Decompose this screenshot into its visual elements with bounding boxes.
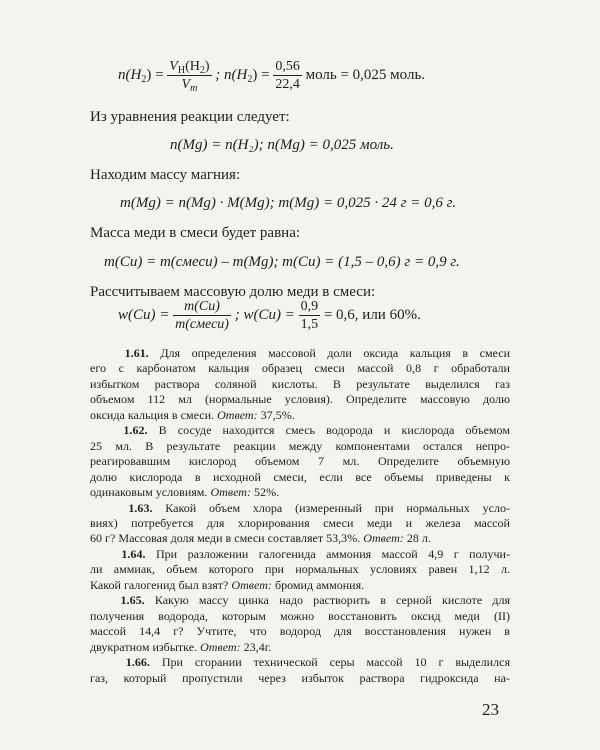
problem-1-63 xyxy=(90,501,510,547)
problem-line: ли аммиак, объем которого при нормальных условиях равен 1,12 л. xyxy=(90,562,510,577)
problem-line: получения водорода, которым можно восстановить оксид меди (II) xyxy=(90,608,510,623)
frac-num: m(Cu) xyxy=(173,298,231,316)
problem-line xyxy=(90,531,510,546)
problem-line xyxy=(90,408,510,423)
problem-line xyxy=(90,423,510,438)
fraction-numeric xyxy=(273,58,302,93)
problem-text: Какую массу цинка надо растворить в серной кислоте для xyxy=(154,593,511,608)
subscript: H xyxy=(177,65,186,76)
frac-num: 0,9 xyxy=(300,299,319,314)
subscript: 2 xyxy=(141,73,147,85)
problem-line xyxy=(90,640,510,655)
fraction-mass xyxy=(173,298,231,333)
text-line-copper-mass: Масса меди в смеси будет равна: xyxy=(90,225,301,241)
problem-line xyxy=(90,655,510,670)
frac-num: (H xyxy=(185,59,200,74)
problem-1-62 xyxy=(90,423,510,500)
fraction-volume xyxy=(167,58,211,93)
formula-mass-copper: m(Cu) = m(смеси) – m(Mg); m(Cu) = (1,5 – 0,6) г = 0,9 г. xyxy=(104,254,460,270)
problem-1-61 xyxy=(90,346,510,423)
problem-number: 1.66. xyxy=(125,655,150,670)
problem-text: При разложении галогенида аммония массой 4,9 г получи- xyxy=(155,546,510,561)
problem-line: реагировавшим кислород объемом 7 мл. Определите объемную xyxy=(90,454,510,469)
page-number: 23 xyxy=(482,700,499,719)
formula-mass-fraction-copper xyxy=(118,298,421,333)
answer-value: 23,4г. xyxy=(243,639,272,654)
problem-line: виях) потребуется для хлорирования смеси меди и железа массой xyxy=(90,515,510,530)
formula-text: ; w(Cu) = xyxy=(234,306,295,323)
text-line-calc-fraction: Рассчитываем массовую долю меди в смеси: xyxy=(90,284,376,300)
frac-den: V xyxy=(181,77,191,92)
problem-text: Для определения массовой доли оксида кальция в смеси xyxy=(160,346,511,360)
problem-1-65 xyxy=(90,593,510,655)
problem-number: 1.61. xyxy=(124,346,149,360)
problem-line: газ, который пропустили через избыток раствора гидроксида на- xyxy=(90,670,510,685)
problem-number: 1.64. xyxy=(121,546,146,561)
frac-num: ) xyxy=(204,59,210,74)
subscript: 2 xyxy=(199,65,205,76)
text-line-reaction: Из уравнения реакции следует: xyxy=(90,109,290,125)
problem-line: его с карбонатом кальция образец смеси массой 0,8 г обработали xyxy=(90,361,510,376)
problem-line: массой 14,4 г? Учтите, что водород для восстановления нужен в xyxy=(90,624,510,639)
problem-line xyxy=(90,547,510,562)
problem-1-64 xyxy=(90,547,510,593)
formula-text: = 0,6, или 60%. xyxy=(323,306,421,323)
formula-text: w(Cu) = xyxy=(118,306,170,323)
problem-number: 1.62. xyxy=(123,423,148,438)
frac-num: 0,56 xyxy=(275,59,300,74)
answer-value: 52%. xyxy=(254,485,280,500)
fraction-numeric-2 xyxy=(299,298,321,333)
problem-line xyxy=(90,501,510,516)
text-line-find-mass: Находим массу магния: xyxy=(90,167,241,183)
formula-text: ; n(H xyxy=(215,66,248,83)
problem-text: двукратном избытке. xyxy=(90,639,198,654)
answer-label: Ответ: xyxy=(200,639,241,654)
answer-value: 37,5%. xyxy=(260,407,295,422)
answer-value: бромид аммония. xyxy=(274,577,365,592)
problem-text: Какой галогенид был взят? xyxy=(90,577,229,592)
problem-1-66 xyxy=(90,655,510,686)
problem-text: Какой объем хлора (измеренный при нормальных усло- xyxy=(165,500,510,515)
subscript: 2 xyxy=(247,73,253,85)
frac-den: 22,4 xyxy=(275,77,300,92)
subscript: m xyxy=(190,83,198,94)
formula-text: моль = 0,025 моль. xyxy=(305,66,426,83)
answer-label: Ответ: xyxy=(363,531,404,546)
problem-text: одинаковым условиям. xyxy=(90,485,208,500)
answer-label: Ответ: xyxy=(217,407,258,422)
problem-number: 1.65. xyxy=(120,593,145,608)
problem-line xyxy=(90,578,510,593)
problem-line: избытком раствора соляной кислоты. В результате выделился газ xyxy=(90,376,510,391)
problem-text: оксида кальция в смеси. xyxy=(90,407,215,422)
answer-value: 28 л. xyxy=(406,531,431,546)
frac-den: m(смеси) xyxy=(175,317,229,332)
formula-text: n(H xyxy=(118,66,142,83)
problem-number: 1.63. xyxy=(128,500,153,515)
problem-text: При сгорании технической серы массой 10 г выделился xyxy=(161,655,510,670)
formula-moles-hydrogen xyxy=(118,58,425,93)
problem-text: 60 г? Массовая доля меди в смеси составляет 53,3%. xyxy=(90,531,361,546)
problem-line xyxy=(90,593,510,608)
formula-mg-equals-h2: n(Mg) = n(H₂); n(Mg) = 0,025 моль. xyxy=(170,137,394,153)
problem-line: долю кислорода в исходной смеси, если все объемы приведены к xyxy=(90,469,510,484)
formula-text: ) = xyxy=(146,66,164,83)
problem-text: В сосуде находится смесь водорода и кислорода объемом xyxy=(158,423,510,438)
answer-label: Ответ: xyxy=(231,577,272,592)
answer-label: Ответ: xyxy=(210,485,251,500)
frac-den: 1,5 xyxy=(300,317,319,332)
formula-text: ) = xyxy=(252,66,270,83)
problem-line xyxy=(90,485,510,500)
problem-line: 25 мл. В результате реакции между компонентами остался непро- xyxy=(90,438,510,453)
formula-mass-magnesium: m(Mg) = n(Mg) · M(Mg); m(Mg) = 0,025 · 24 г = 0,6 г. xyxy=(120,195,456,211)
problem-line xyxy=(90,346,510,361)
frac-num: V xyxy=(169,59,178,74)
problem-line: объемом 112 мл (нормальные условия). Определите массовую долю xyxy=(90,392,510,407)
